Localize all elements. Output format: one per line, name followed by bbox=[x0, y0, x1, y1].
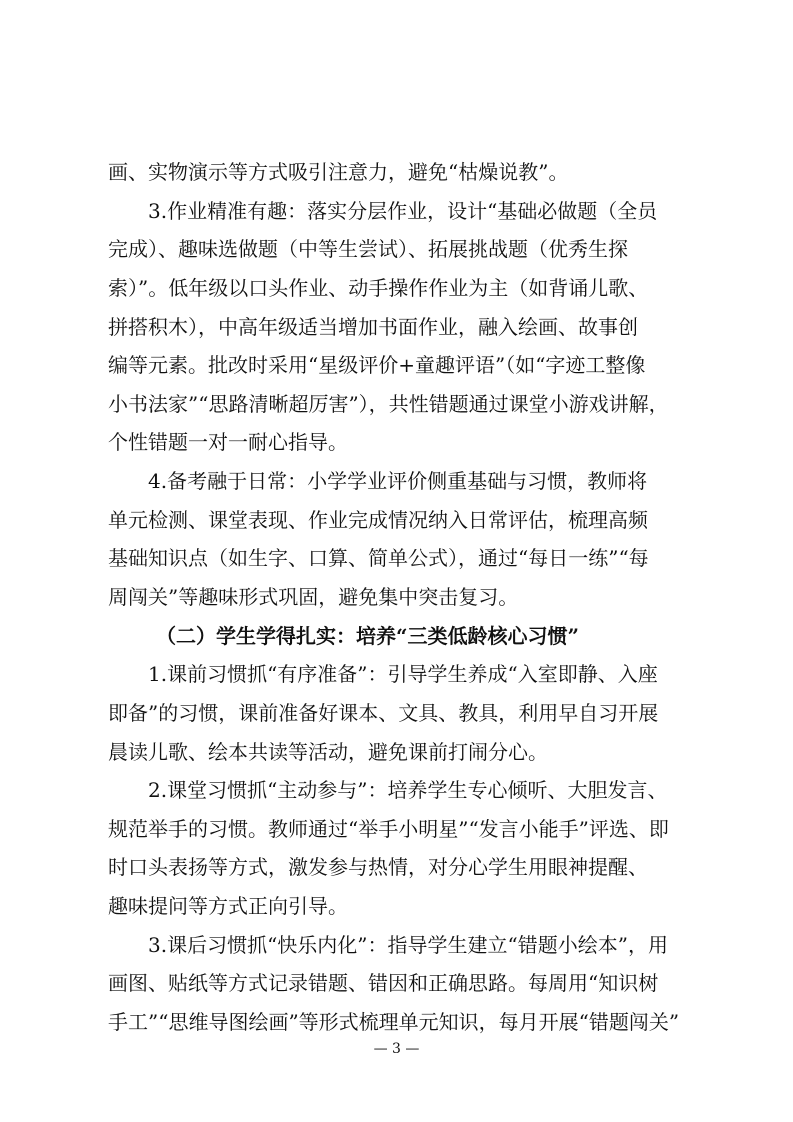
body-text-line: 3.作业精准有趣：落实分层作业，设计“基础必做题（全员 bbox=[148, 199, 658, 223]
body-text-line: 小书法家”“思路清晰超厉害”），共性错题通过课堂小游戏讲解， bbox=[108, 392, 669, 416]
body-text-line: 时口头表扬等方式，激发参与热情，对分心学生用眼神提醒、 bbox=[108, 855, 648, 879]
body-text-line: 2.课堂习惯抓“主动参与”：培养学生专心倾听、大胆发言、 bbox=[148, 778, 668, 802]
body-text-line: 晨读儿歌、绘本共读等活动，避免课前打闹分心。 bbox=[108, 740, 548, 764]
body-text-line: 索）”。低年级以口头作业、动手操作作业为主（如背诵儿歌、 bbox=[108, 276, 649, 300]
body-text-line: 画图、贴纸等方式记录错题、错因和正确思路。每周用“知识树 bbox=[108, 971, 659, 995]
body-text-line: 即备”的习惯，课前准备好课本、文具、教具，利用早自习开展 bbox=[108, 701, 659, 725]
body-text-line: 周闯关”等趣味形式巩固，避免集中突击复习。 bbox=[108, 585, 519, 609]
page-number: — 3 — bbox=[373, 1041, 420, 1057]
body-text-line: 完成）、趣味选做题（中等生尝试）、拓展挑战题（优秀生探 bbox=[108, 237, 628, 261]
body-text-line: 趣味提问等方式正向引导。 bbox=[108, 894, 348, 918]
body-text-line: 1.课前习惯抓“有序准备”：引导学生养成“入室即静、入座 bbox=[148, 662, 658, 686]
body-text-line: 画、实物演示等方式吸引注意力，避免“枯燥说教”。 bbox=[108, 160, 569, 184]
body-text-line: 单元检测、课堂表现、作业完成情况纳入日常评估，梳理高频 bbox=[108, 508, 648, 532]
body-text-line: 编等元素。批改时采用“星级评价+童趣评语”（如“字迹工整像 bbox=[108, 353, 646, 377]
body-text-line: 手工”“思维导图绘画”等形式梳理单元知识，每月开展“错题闯关” bbox=[108, 1010, 680, 1034]
body-text-line: 基础知识点（如生字、口算、简单公式），通过“每日一练”“每 bbox=[108, 546, 649, 570]
body-text-line: 4.备考融于日常：小学学业评价侧重基础与习惯，教师将 bbox=[148, 469, 648, 493]
body-text-line: 拼搭积木），中高年级适当增加书面作业，融入绘画、故事创 bbox=[108, 315, 638, 339]
body-text-line: 3.课后习惯抓“快乐内化”：指导学生建立“错题小绘本”，用 bbox=[148, 933, 668, 957]
section-heading: （二）学生学得扎实：培养“三类低龄核心习惯” bbox=[156, 624, 580, 648]
body-text-line: 规范举手的习惯。教师通过“举手小明星”“发言小能手”评选、即 bbox=[108, 817, 669, 841]
body-text-line: 个性错题一对一耐心指导。 bbox=[108, 430, 348, 454]
